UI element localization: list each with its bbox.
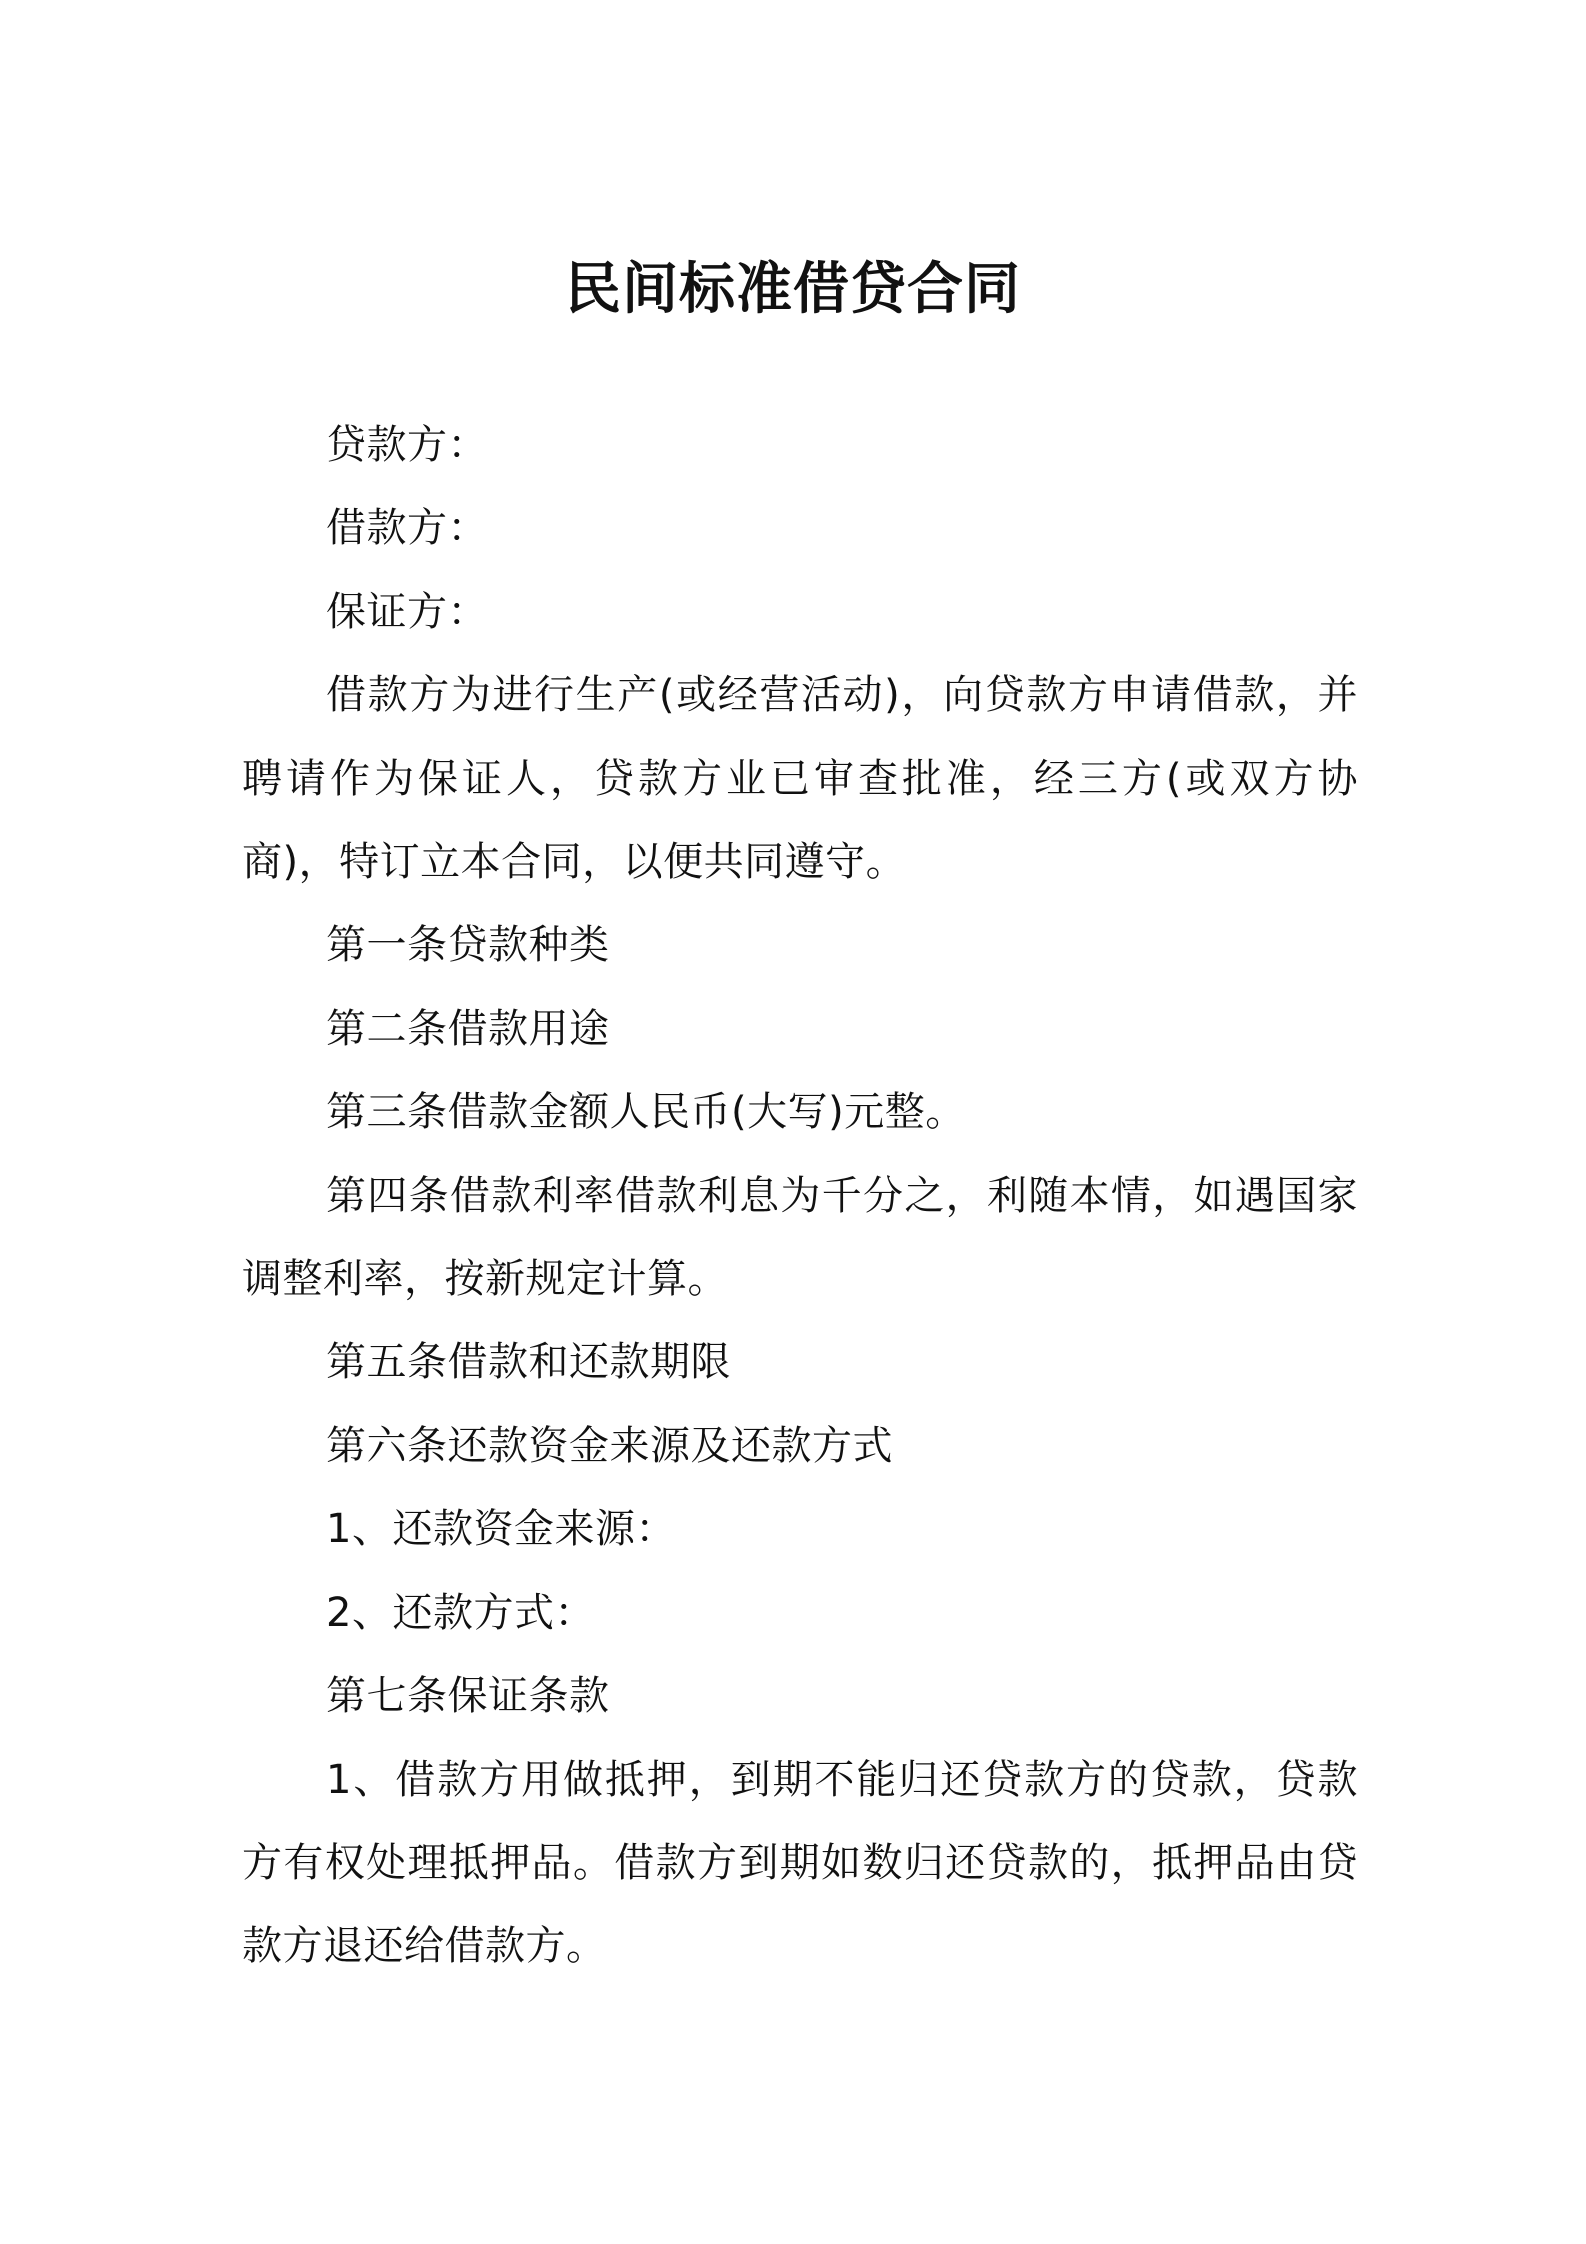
document-body <box>242 404 1358 1989</box>
article-3-paragraph: 第三条借款金额人民币(大写)元整。 <box>326 1089 966 1136</box>
article-2-heading: 第二条借款用途 <box>326 1005 610 1052</box>
article-7-heading: 第七条保证条款 <box>326 1673 610 1720</box>
guarantor-line: 保证方： <box>326 588 488 635</box>
article-6-heading: 第六条还款资金来源及还款方式 <box>326 1422 893 1469</box>
lender-line: 贷款方： <box>326 422 488 468</box>
borrower-line: 借款方： <box>326 505 488 552</box>
article-5-heading: 第五条借款和还款期限 <box>326 1339 731 1386</box>
repayment-method-item: 2、还款方式： <box>326 1589 595 1636</box>
document-title: 民间标准借贷合同 <box>565 257 1021 322</box>
guarantee-clause-1: 1、借款方用做抵押，到期不能归还贷款方的贷款，贷款方有权处理抵押品。借款方到期如数归还贷款的，抵押品由贷款方退还给借款方。 <box>242 1756 1358 1970</box>
preamble-paragraph: 借款方为进行生产(或经营活动)，向贷款方申请借款，并聘请作为保证人，贷款方业已审查批准，经三方(或双方协商)，特订立本合同，以便共同遵守。 <box>242 672 1358 886</box>
article-1-heading: 第一条贷款种类 <box>326 922 610 969</box>
article-4-paragraph: 第四条借款利率借款利息为千分之，利随本情，如遇国家调整利率，按新规定计算。 <box>242 1172 1358 1303</box>
repayment-source-item: 1、还款资金来源： <box>326 1506 676 1553</box>
